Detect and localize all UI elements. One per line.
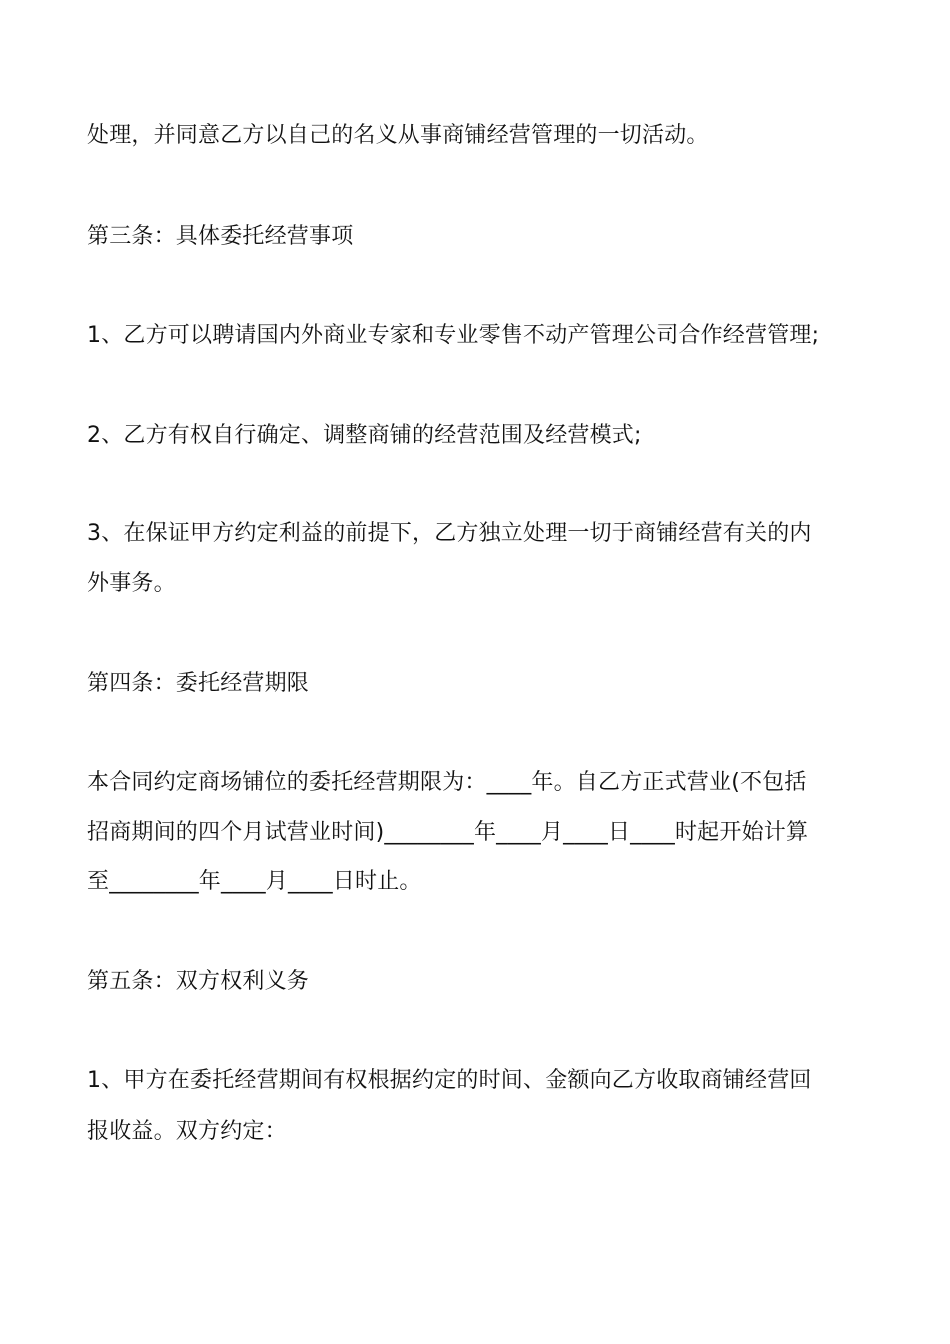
list-item: 1、乙方可以聘请国内外商业专家和专业零售不动产管理公司合作经营管理;: [87, 323, 820, 348]
section-heading: 第五条：双方权利义务: [87, 969, 310, 994]
section-heading: 第四条：委托经营期限: [87, 671, 310, 696]
text-line: 报收益。双方约定：: [87, 1119, 287, 1144]
section-heading: 第三条：具体委托经营事项: [87, 224, 354, 249]
text-line: 至________年____月____日时止。: [87, 869, 422, 894]
text-line: 外事务。: [87, 571, 176, 596]
text-line: 本合同约定商场铺位的委托经营期限为：____年。自乙方正式营业(不包括: [87, 770, 807, 795]
text-line: 招商期间的四个月试营业时间)________年____月____日____时起开始计算: [87, 820, 809, 845]
list-item: 2、乙方有权自行确定、调整商铺的经营范围及经营模式;: [87, 423, 642, 448]
list-item: 3、在保证甲方约定利益的前提下，乙方独立处理一切于商铺经营有关的内: [87, 521, 812, 546]
list-item: 1、甲方在委托经营期间有权根据约定的时间、金额向乙方收取商铺经营回: [87, 1068, 812, 1093]
text-line: 处理，并同意乙方以自己的名义从事商铺经营管理的一切活动。: [87, 123, 709, 148]
